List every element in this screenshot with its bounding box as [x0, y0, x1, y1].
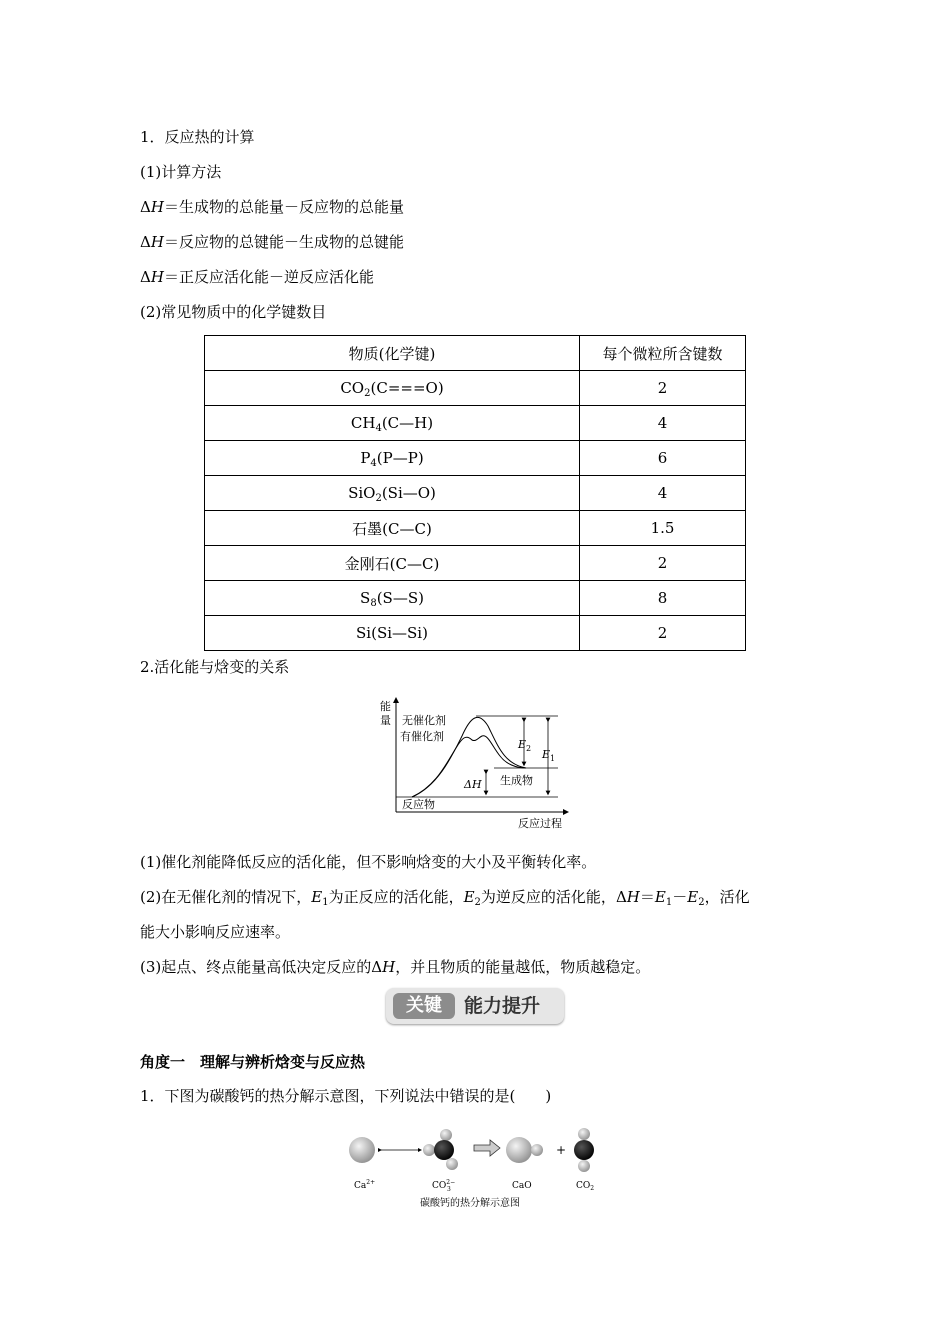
table-row: [205, 581, 746, 616]
point-3: (3)起点、终点能量高低决定反应的ΔH，并且物质的能量越低，物质越稳定。: [140, 958, 651, 976]
figure-caption: 碳酸钙的热分解示意图: [420, 1198, 520, 1209]
subheading-calc-method: (1)计算方法: [140, 163, 222, 181]
substance-cell: $S_8(S—S)$: [205, 581, 580, 616]
co3-oxygen-atom: [446, 1158, 458, 1170]
table-row: [205, 441, 746, 476]
co2-oxygen-atom: [578, 1128, 590, 1140]
substance-cell: $CO_2(C===O)$: [205, 371, 580, 406]
substance-cell: 石墨(C—C): [205, 511, 580, 546]
count-cell: 2: [580, 546, 746, 581]
decomposition-figure: [336, 1122, 606, 1214]
bond-count-table: [204, 335, 746, 651]
table-row: [205, 616, 746, 651]
substance-cell: $CH_4(C—H)$: [205, 406, 580, 441]
formula-1: ΔH＝生成物的总能量－反应物的总能量: [140, 198, 404, 216]
table-row: [205, 406, 746, 441]
subheading-bond-count: (2)常见物质中的化学键数目: [140, 303, 327, 321]
y-label-1: 能: [380, 700, 391, 713]
ca-ion-atom: [349, 1137, 375, 1163]
cao-label: CaO: [512, 1181, 532, 1191]
table-header-count: 每个微粒所含键数: [580, 336, 746, 371]
badge-key: 关键: [393, 993, 455, 1019]
key-ability-badge: [386, 988, 564, 1024]
plus-sign: +: [556, 1143, 567, 1157]
substance-cell: SiO$_2$(Si—O): [205, 476, 580, 511]
count-cell: 4: [580, 406, 746, 441]
table-row: [205, 476, 746, 511]
count-cell: 1.5: [580, 511, 746, 546]
question-1: 1．下图为碳酸钙的热分解示意图，下列说法中错误的是( ): [140, 1087, 552, 1105]
ca-ion-label: $Ca^{2+}$: [354, 1179, 376, 1191]
co3-oxygen-atom: [423, 1144, 435, 1156]
co3-label-sub: 3: [447, 1186, 451, 1193]
co3-label: $CO^{2-}$: [432, 1179, 456, 1191]
count-cell: 2: [580, 371, 746, 406]
products-label: 生成物: [500, 774, 533, 787]
catalyst-label: 有催化剂: [400, 730, 444, 743]
substance-cell: $P_4(P—P)$: [205, 441, 580, 476]
point-2-line-1: (2)在无催化剂的情况下，$E_1$为正反应的活化能，$E_2$为逆反应的活化能，$\Delta H=E_1-E_2$，活化: [140, 888, 750, 908]
co3-oxygen-atom: [440, 1129, 452, 1141]
formula-3: ΔH＝正反应活化能－逆反应活化能: [140, 268, 374, 286]
co2-oxygen-atom: [578, 1160, 590, 1172]
substance-cell: 金刚石(C—C): [205, 546, 580, 581]
co3-carbon-atom: [434, 1140, 454, 1160]
table-row: [205, 546, 746, 581]
e2-label: $E_2$: [518, 738, 532, 753]
table-row: [205, 511, 746, 546]
reactants-label: 反应物: [402, 798, 435, 811]
count-cell: 6: [580, 441, 746, 476]
formula-2: ΔH＝反应物的总键能－生成物的总键能: [140, 233, 404, 251]
table-header-substance: 物质(化学键): [205, 336, 580, 371]
point-2-line-2: 能大小影响反应速率。: [140, 923, 291, 941]
cao-calcium-atom: [506, 1137, 532, 1163]
cao-oxygen-atom: [531, 1144, 543, 1156]
section-heading-2: 2.活化能与焓变的关系: [140, 658, 290, 676]
energy-diagram: [376, 696, 572, 830]
y-label-2: 量: [380, 714, 391, 727]
count-cell: 2: [580, 616, 746, 651]
no-catalyst-label: 无催化剂: [402, 714, 446, 727]
section-heading-1: 1．反应热的计算: [140, 128, 255, 146]
table-row: [205, 371, 746, 406]
co2-carbon-atom: [574, 1140, 594, 1160]
substance-cell: Si(Si—Si): [205, 616, 580, 651]
delta-h-label: ΔH: [464, 778, 482, 791]
point-1: (1)催化剂能降低反应的活化能，但不影响焓变的大小及平衡转化率。: [140, 853, 597, 871]
reaction-arrow: [474, 1140, 500, 1156]
e1-label: $E_1$: [542, 748, 556, 763]
table-header-row: [205, 336, 746, 371]
co2-label: $CO_2$: [576, 1181, 595, 1192]
count-cell: 4: [580, 476, 746, 511]
count-cell: 8: [580, 581, 746, 616]
x-axis-label: 反应过程: [518, 817, 562, 830]
badge-text: 能力提升: [464, 995, 541, 1017]
angle-heading: 角度一 理解与辨析焓变与反应热: [140, 1053, 366, 1071]
